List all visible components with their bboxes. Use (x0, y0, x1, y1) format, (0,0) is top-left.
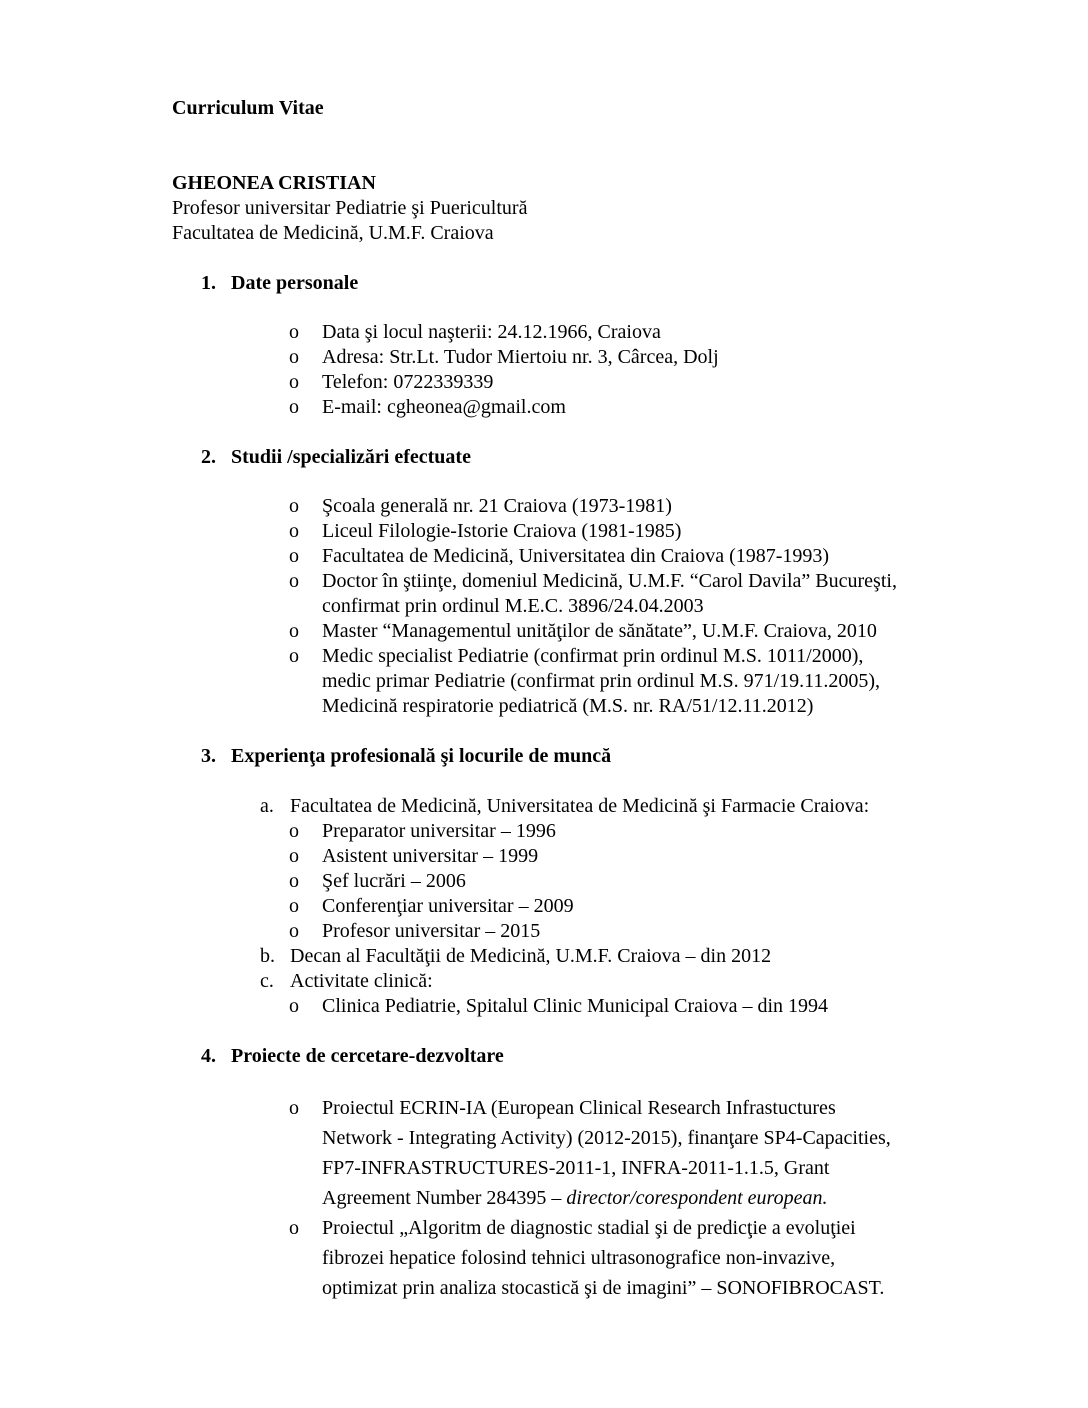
position-text: Preparator universitar – 1996 (322, 820, 556, 842)
personal-data-list (172, 320, 992, 420)
project-line: Proiectul „Algoritm de diagnostic stadial şi de predicţie a evoluţiei (322, 1217, 856, 1239)
group-letter: c. (260, 970, 274, 992)
position-text: Şef lucrări – 2006 (322, 870, 466, 892)
bullet-icon: o (289, 495, 299, 517)
position-text: Conferenţiar universitar – 2009 (322, 895, 574, 917)
study-line: Doctor în ştiinţe, domeniul Medicină, U.M.F. “Carol Davila” Bucureşti, (322, 570, 897, 592)
document-title: Curriculum Vitae (172, 97, 324, 119)
positions-list (172, 819, 992, 944)
group-text: Activitate clinică: (290, 970, 433, 992)
birth-info: Data şi locul naşterii: 24.12.1966, Craiova (322, 321, 661, 343)
bullet-icon: o (289, 870, 299, 892)
list-item (172, 869, 992, 894)
section-number: 3. (201, 745, 216, 767)
list-item (172, 994, 992, 1019)
section-heading-studies (201, 445, 992, 470)
position-text: Profesor universitar – 2015 (322, 920, 541, 942)
clinical-list (172, 994, 992, 1019)
clinical-text: Clinica Pediatrie, Spitalul Clinic Municipal Craiova – din 1994 (322, 995, 829, 1017)
list-item (172, 544, 992, 569)
bullet-icon: o (289, 346, 299, 368)
group-text: Facultatea de Medicină, Universitatea de Medicină şi Farmacie Craiova: (290, 795, 870, 817)
bullet-icon: o (289, 920, 299, 942)
bullet-icon: o (289, 645, 299, 667)
study-line: Şcoala generală nr. 21 Craiova (1973-1981) (322, 495, 672, 517)
project-line: optimizat prin analiza stocastică şi de imagini” – SONOFIBROCAST. (322, 1277, 885, 1299)
bullet-icon: o (289, 895, 299, 917)
project-role: director/corespondent european. (566, 1187, 828, 1209)
bullet-icon: o (289, 1097, 299, 1119)
bullet-icon: o (289, 545, 299, 567)
experience-group (172, 969, 992, 994)
group-text: Decan al Facultăţii de Medicină, U.M.F. Craiova – din 2012 (290, 945, 772, 967)
section-title: Studii /specializări efectuate (231, 446, 471, 468)
project-text: Agreement Number 284395 – (322, 1187, 567, 1209)
study-line: Medicină respiratorie pediatrică (M.S. nr. RA/51/12.11.2012) (322, 695, 814, 717)
section-title: Experienţa profesională şi locurile de muncă (231, 745, 612, 767)
list-item (172, 644, 992, 719)
list-item (172, 894, 992, 919)
section-heading-personal (201, 271, 992, 296)
list-item (172, 494, 992, 519)
list-item (172, 1213, 992, 1303)
bullet-icon: o (289, 820, 299, 842)
section-title: Date personale (231, 272, 359, 294)
cv-page (172, 96, 992, 1303)
section-number: 4. (201, 1045, 216, 1067)
bullet-icon: o (289, 845, 299, 867)
study-line: Medic specialist Pediatrie (confirmat prin ordinul M.S. 1011/2000), (322, 645, 864, 667)
list-item (172, 395, 992, 420)
email: E-mail: cgheonea@gmail.com (322, 396, 566, 418)
group-letter: b. (260, 945, 275, 967)
bullet-icon: o (289, 371, 299, 393)
experience-list (172, 794, 992, 1019)
bullet-icon: o (289, 995, 299, 1017)
address: Adresa: Str.Lt. Tudor Miertoiu nr. 3, Cârcea, Dolj (322, 346, 719, 368)
section-title: Proiecte de cercetare-dezvoltare (231, 1045, 504, 1067)
list-item (172, 320, 992, 345)
bullet-icon: o (289, 1217, 299, 1239)
list-item (172, 619, 992, 644)
list-item (172, 844, 992, 869)
section-heading-projects (201, 1044, 992, 1069)
person-affiliation: Facultatea de Medicină, U.M.F. Craiova (172, 222, 494, 244)
study-line: medic primar Pediatrie (confirmat prin ordinul M.S. 971/19.11.2005), (322, 670, 881, 692)
project-line: Network - Integrating Activity) (2012-2015), finanţare SP4-Capacities, (322, 1127, 891, 1149)
position-text: Asistent universitar – 1999 (322, 845, 539, 867)
bullet-icon: o (289, 520, 299, 542)
project-line (322, 1183, 992, 1213)
phone: Telefon: 0722339339 (322, 371, 494, 393)
project-line: Proiectul ECRIN-IA (European Clinical Research Infrastuctures (322, 1097, 836, 1119)
list-item (172, 519, 992, 544)
study-line: Facultatea de Medicină, Universitatea din Craiova (1987-1993) (322, 545, 830, 567)
list-item (172, 819, 992, 844)
bullet-icon: o (289, 321, 299, 343)
list-item (172, 1093, 992, 1213)
study-line: Master “Managementul unităţilor de sănătate”, U.M.F. Craiova, 2010 (322, 620, 877, 642)
list-item (172, 370, 992, 395)
project-line: FP7-INFRASTRUCTURES-2011-1, INFRA-2011-1.1.5, Grant (322, 1157, 830, 1179)
section-heading-experience (201, 744, 992, 769)
bullet-icon: o (289, 570, 299, 592)
section-number: 1. (201, 272, 216, 294)
section-number: 2. (201, 446, 216, 468)
experience-group (172, 794, 992, 819)
person-position: Profesor universitar Pediatrie şi Puericultură (172, 197, 528, 219)
list-item (172, 345, 992, 370)
projects-list (172, 1093, 992, 1303)
bullet-icon: o (289, 620, 299, 642)
study-line: confirmat prin ordinul M.E.C. 3896/24.04.2003 (322, 595, 704, 617)
list-item (172, 919, 992, 944)
bullet-icon: o (289, 396, 299, 418)
project-line: fibrozei hepatice folosind tehnici ultrasonografice non-invazive, (322, 1247, 836, 1269)
study-line: Liceul Filologie-Istorie Craiova (1981-1985) (322, 520, 682, 542)
experience-group (172, 944, 992, 969)
person-name: GHEONEA CRISTIAN (172, 172, 376, 194)
list-item (172, 569, 992, 619)
group-letter: a. (260, 795, 274, 817)
studies-list (172, 494, 992, 719)
